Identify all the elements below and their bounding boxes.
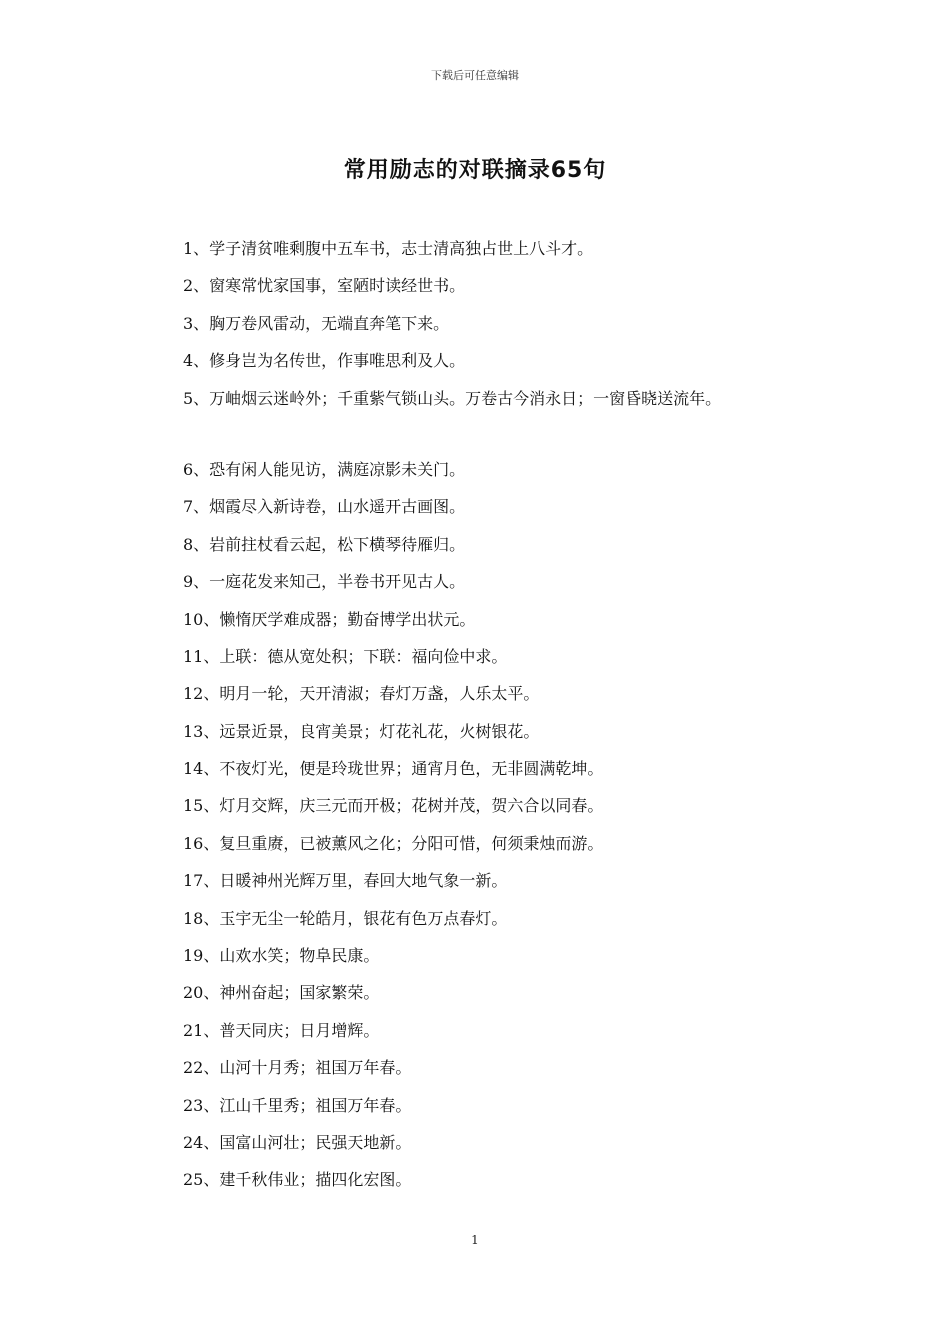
- couplet-line: 6、恐有闲人能见访，满庭凉影未关门。: [183, 459, 466, 479]
- couplet-line: 8、岩前拄杖看云起，松下横琴待雁归。: [183, 534, 466, 554]
- couplet-line: 22、山河十月秀；祖国万年春。: [183, 1058, 412, 1078]
- couplet-line: 23、江山千里秀；祖国万年春。: [183, 1095, 412, 1115]
- couplet-line: 10、懒惰厌学难成器；勤奋博学出状元。: [183, 609, 476, 629]
- couplet-line: 17、日暖神州光辉万里，春回大地气象一新。: [183, 871, 508, 891]
- couplet-line: 15、灯月交辉，庆三元而开极；花树并茂，贺六合以同春。: [183, 796, 604, 816]
- document-title: 常用励志的对联摘录65句: [343, 158, 607, 183]
- couplet-line: 5、万岫烟云迷岭外；千重紫气锁山头。万卷古今消永日；一窗昏晓送流年。: [183, 388, 722, 408]
- couplet-list: [183, 236, 883, 1205]
- couplet-line: 9、一庭花发来知己，半卷书开见古人。: [183, 572, 466, 592]
- couplet-line: 20、神州奋起；国家繁荣。: [183, 983, 380, 1003]
- couplet-line: 19、山欢水笑；物阜民康。: [183, 946, 380, 966]
- couplet-line: 4、修身岂为名传世，作事唯思利及人。: [183, 351, 466, 371]
- page-number: 1: [471, 1233, 479, 1247]
- couplet-line: 25、建千秋伟业；描四化宏图。: [183, 1170, 412, 1190]
- header-note: 下载后可任意编辑: [431, 69, 519, 82]
- couplet-line: 18、玉宇无尘一轮皓月，银花有色万点春灯。: [183, 908, 508, 928]
- couplet-line: 21、普天同庆；日月增辉。: [183, 1020, 380, 1040]
- couplet-line: 3、胸万卷风雷动，无端直奔笔下来。: [183, 313, 450, 333]
- couplet-line: 24、国富山河壮；民强天地新。: [183, 1132, 412, 1152]
- couplet-line: 7、烟霞尽入新诗卷，山水遥开古画图。: [183, 497, 466, 517]
- couplet-line: 14、不夜灯光，便是玲珑世界；通宵月色，无非圆满乾坤。: [183, 759, 604, 779]
- couplet-line: 16、复旦重赓，已被薰风之化；分阳可惜，何须秉烛而游。: [183, 833, 604, 853]
- couplet-line: 12、明月一轮，天开清淑；春灯万盏，人乐太平。: [183, 684, 540, 704]
- couplet-line: 11、上联：德从宽处积；下联：福向俭中求。: [183, 646, 508, 666]
- couplet-line: 13、远景近景，良宵美景；灯花礼花，火树银花。: [183, 721, 540, 741]
- couplet-line: 2、窗寒常忧家国事，室陋时读经世书。: [183, 276, 466, 296]
- couplet-line: 1、学子清贫唯剩腹中五车书，志士清高独占世上八斗才。: [183, 239, 594, 258]
